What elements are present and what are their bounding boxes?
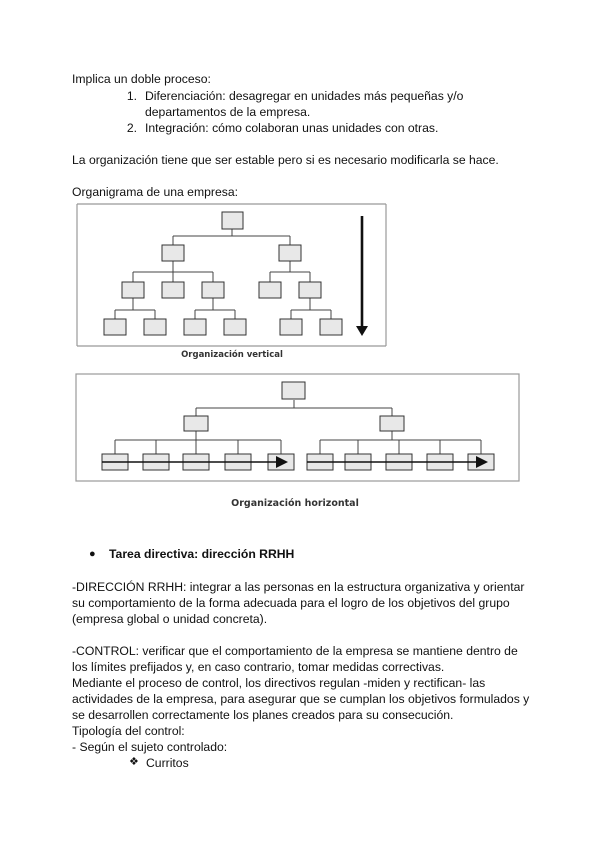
control-line-7: - Según el sujeto controlado: <box>72 740 228 754</box>
list-number-1: 1. <box>126 89 137 103</box>
org-box <box>259 282 281 298</box>
list-number-2: 2. <box>126 121 137 135</box>
diamond-bullet-icon: ❖ <box>129 756 139 768</box>
org-box <box>202 282 224 298</box>
orgchart-label: Organigrama de una empresa: <box>72 185 238 199</box>
list-item-2-line1: Integración: cómo colaboran unas unidades con otras. <box>145 121 439 135</box>
org-box <box>162 282 184 298</box>
bullet-heading: Tarea directiva: dirección RRHH <box>109 547 295 561</box>
sub-bullet-text: Curritos <box>146 756 189 770</box>
org-box <box>184 319 206 335</box>
org-box <box>122 282 144 298</box>
stable-text: La organización tiene que ser estable pero si es necesario modificarla se hace. <box>72 153 499 167</box>
horizontal-org-chart <box>72 370 522 515</box>
list-item-1-line1: Diferenciación: desagregar en unidades más pequeñas y/o <box>145 89 464 103</box>
org-box <box>224 319 246 335</box>
org-box <box>280 319 302 335</box>
intro-text: Implica un doble proceso: <box>72 72 211 86</box>
direccion-line-3: (empresa global o unidad concreta). <box>72 612 268 626</box>
control-line-6: Tipología del control: <box>72 724 185 738</box>
direccion-line-2: su comportamiento de la forma adecuada para el logro de los objetivos del grupo <box>72 596 510 610</box>
org-box <box>320 319 342 335</box>
control-line-3: Mediante el proceso de control, los directivos regulan -miden y rectifican- las <box>72 676 486 690</box>
org-box <box>279 245 301 261</box>
org-box <box>104 319 126 335</box>
org-box <box>162 245 184 261</box>
caption-horizontal: Organización horizontal <box>231 498 359 509</box>
vertical-org-chart <box>72 200 392 366</box>
org-box <box>380 416 404 431</box>
control-line-2: los límites prefijados y, en caso contrario, tomar medidas correctivas. <box>72 660 445 674</box>
org-box <box>144 319 166 335</box>
control-line-1: -CONTROL: verificar que el comportamiento de la empresa se mantiene dentro de <box>72 644 518 658</box>
control-line-5: se desarrollen correctamente los planes creados para su consecución. <box>72 708 454 722</box>
bullet-dot-icon: ● <box>89 548 96 560</box>
caption-vertical: Organización vertical <box>181 350 283 360</box>
org-box <box>184 416 208 431</box>
down-arrow-icon <box>356 326 368 336</box>
control-line-4: actividades de la empresa, para asegurar que se cumplan los objetivos formulados y <box>72 692 530 706</box>
org-box <box>222 212 243 229</box>
org-box <box>282 382 305 399</box>
direccion-line-1: -DIRECCIÓN RRHH: integrar a las personas en la estructura organizativa y orientar <box>72 580 525 594</box>
list-item-1-line2: departamentos de la empresa. <box>145 105 311 119</box>
org-box <box>299 282 321 298</box>
